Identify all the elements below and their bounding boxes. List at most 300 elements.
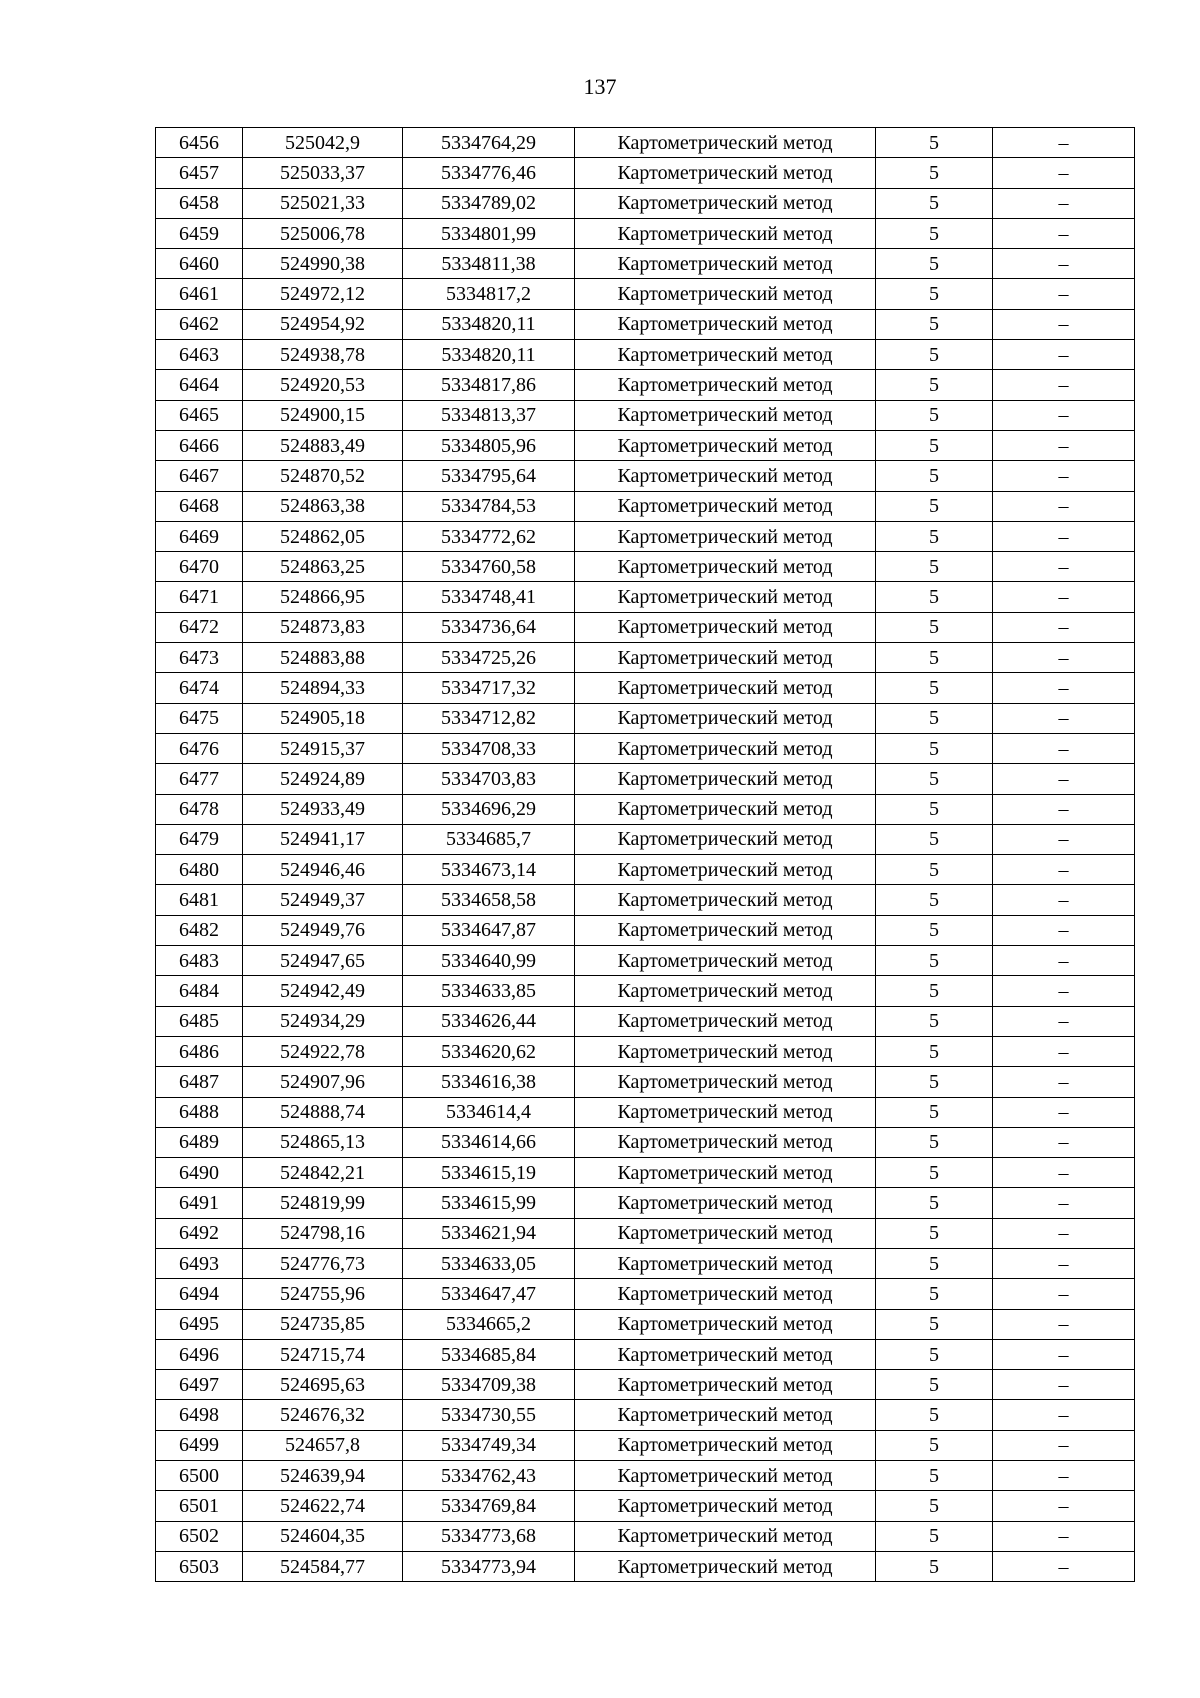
- x-coordinate-cell: 524842,21: [243, 1158, 403, 1188]
- y-coordinate-cell: 5334730,55: [403, 1400, 575, 1430]
- x-coordinate-cell: 525033,37: [243, 158, 403, 188]
- description-cell: –: [993, 491, 1135, 521]
- method-cell: Картометрический метод: [575, 885, 876, 915]
- point-number-cell: 6495: [156, 1309, 243, 1339]
- accuracy-cell: 5: [876, 733, 993, 763]
- point-number-cell: 6458: [156, 188, 243, 218]
- method-cell: Картометрический метод: [575, 582, 876, 612]
- accuracy-cell: 5: [876, 643, 993, 673]
- table-row: [156, 915, 1135, 945]
- y-coordinate-cell: 5334820,11: [403, 309, 575, 339]
- point-number-cell: 6463: [156, 340, 243, 370]
- method-cell: Картометрический метод: [575, 1127, 876, 1157]
- description-cell: –: [993, 1188, 1135, 1218]
- table-row: [156, 249, 1135, 279]
- table-row: [156, 643, 1135, 673]
- method-cell: Картометрический метод: [575, 733, 876, 763]
- description-cell: –: [993, 764, 1135, 794]
- x-coordinate-cell: 524865,13: [243, 1127, 403, 1157]
- point-number-cell: 6462: [156, 309, 243, 339]
- accuracy-cell: 5: [876, 1551, 993, 1581]
- accuracy-cell: 5: [876, 521, 993, 551]
- description-cell: –: [993, 218, 1135, 248]
- point-number-cell: 6500: [156, 1461, 243, 1491]
- y-coordinate-cell: 5334647,47: [403, 1279, 575, 1309]
- description-cell: –: [993, 1400, 1135, 1430]
- x-coordinate-cell: 524695,63: [243, 1370, 403, 1400]
- table-row: [156, 946, 1135, 976]
- table-row: [156, 855, 1135, 885]
- table-row: [156, 1400, 1135, 1430]
- description-cell: –: [993, 794, 1135, 824]
- y-coordinate-cell: 5334614,66: [403, 1127, 575, 1157]
- description-cell: –: [993, 946, 1135, 976]
- description-cell: –: [993, 188, 1135, 218]
- method-cell: Картометрический метод: [575, 158, 876, 188]
- accuracy-cell: 5: [876, 1006, 993, 1036]
- description-cell: –: [993, 885, 1135, 915]
- description-cell: –: [993, 1218, 1135, 1248]
- y-coordinate-cell: 5334760,58: [403, 552, 575, 582]
- accuracy-cell: 5: [876, 1430, 993, 1460]
- x-coordinate-cell: 524949,76: [243, 915, 403, 945]
- point-number-cell: 6483: [156, 946, 243, 976]
- method-cell: Картометрический метод: [575, 461, 876, 491]
- table-row: [156, 1279, 1135, 1309]
- point-number-cell: 6488: [156, 1097, 243, 1127]
- method-cell: Картометрический метод: [575, 1491, 876, 1521]
- x-coordinate-cell: 524972,12: [243, 279, 403, 309]
- point-number-cell: 6470: [156, 552, 243, 582]
- accuracy-cell: 5: [876, 1339, 993, 1369]
- description-cell: –: [993, 643, 1135, 673]
- table-row: [156, 764, 1135, 794]
- x-coordinate-cell: 524949,37: [243, 885, 403, 915]
- method-cell: Картометрический метод: [575, 1006, 876, 1036]
- x-coordinate-cell: 524863,38: [243, 491, 403, 521]
- y-coordinate-cell: 5334685,7: [403, 824, 575, 854]
- point-number-cell: 6464: [156, 370, 243, 400]
- table-row: [156, 400, 1135, 430]
- y-coordinate-cell: 5334817,2: [403, 279, 575, 309]
- description-cell: –: [993, 1248, 1135, 1278]
- table-row: [156, 128, 1135, 158]
- y-coordinate-cell: 5334776,46: [403, 158, 575, 188]
- accuracy-cell: 5: [876, 1158, 993, 1188]
- x-coordinate-cell: 524941,17: [243, 824, 403, 854]
- x-coordinate-cell: 524883,49: [243, 430, 403, 460]
- coordinates-table: [155, 127, 1135, 1582]
- y-coordinate-cell: 5334784,53: [403, 491, 575, 521]
- y-coordinate-cell: 5334615,19: [403, 1158, 575, 1188]
- description-cell: –: [993, 1127, 1135, 1157]
- point-number-cell: 6477: [156, 764, 243, 794]
- point-number-cell: 6456: [156, 128, 243, 158]
- table-row: [156, 1461, 1135, 1491]
- accuracy-cell: 5: [876, 1521, 993, 1551]
- y-coordinate-cell: 5334615,99: [403, 1188, 575, 1218]
- table-row: [156, 1097, 1135, 1127]
- table-row: [156, 188, 1135, 218]
- point-number-cell: 6471: [156, 582, 243, 612]
- x-coordinate-cell: 524954,92: [243, 309, 403, 339]
- method-cell: Картометрический метод: [575, 643, 876, 673]
- point-number-cell: 6489: [156, 1127, 243, 1157]
- y-coordinate-cell: 5334805,96: [403, 430, 575, 460]
- accuracy-cell: 5: [876, 885, 993, 915]
- method-cell: Картометрический метод: [575, 430, 876, 460]
- x-coordinate-cell: 524883,88: [243, 643, 403, 673]
- table-row: [156, 1521, 1135, 1551]
- method-cell: Картометрический метод: [575, 1158, 876, 1188]
- description-cell: –: [993, 158, 1135, 188]
- accuracy-cell: 5: [876, 1218, 993, 1248]
- point-number-cell: 6501: [156, 1491, 243, 1521]
- table-row: [156, 1218, 1135, 1248]
- accuracy-cell: 5: [876, 1491, 993, 1521]
- point-number-cell: 6499: [156, 1430, 243, 1460]
- table-row: [156, 491, 1135, 521]
- table-row: [156, 1551, 1135, 1581]
- method-cell: Картометрический метод: [575, 1188, 876, 1218]
- description-cell: –: [993, 1339, 1135, 1369]
- x-coordinate-cell: 524894,33: [243, 673, 403, 703]
- x-coordinate-cell: 524907,96: [243, 1067, 403, 1097]
- method-cell: Картометрический метод: [575, 309, 876, 339]
- y-coordinate-cell: 5334795,64: [403, 461, 575, 491]
- y-coordinate-cell: 5334725,26: [403, 643, 575, 673]
- x-coordinate-cell: 524873,83: [243, 612, 403, 642]
- point-number-cell: 6498: [156, 1400, 243, 1430]
- accuracy-cell: 5: [876, 855, 993, 885]
- table-row: [156, 885, 1135, 915]
- x-coordinate-cell: 524676,32: [243, 1400, 403, 1430]
- description-cell: –: [993, 976, 1135, 1006]
- y-coordinate-cell: 5334620,62: [403, 1036, 575, 1066]
- table-row: [156, 340, 1135, 370]
- x-coordinate-cell: 524776,73: [243, 1248, 403, 1278]
- y-coordinate-cell: 5334673,14: [403, 855, 575, 885]
- accuracy-cell: 5: [876, 1067, 993, 1097]
- table-row: [156, 1127, 1135, 1157]
- method-cell: Картометрический метод: [575, 824, 876, 854]
- point-number-cell: 6473: [156, 643, 243, 673]
- point-number-cell: 6487: [156, 1067, 243, 1097]
- method-cell: Картометрический метод: [575, 1521, 876, 1551]
- description-cell: –: [993, 370, 1135, 400]
- y-coordinate-cell: 5334685,84: [403, 1339, 575, 1369]
- x-coordinate-cell: 524905,18: [243, 703, 403, 733]
- y-coordinate-cell: 5334764,29: [403, 128, 575, 158]
- x-coordinate-cell: 524604,35: [243, 1521, 403, 1551]
- x-coordinate-cell: 524866,95: [243, 582, 403, 612]
- x-coordinate-cell: 524938,78: [243, 340, 403, 370]
- table-row: [156, 1339, 1135, 1369]
- point-number-cell: 6485: [156, 1006, 243, 1036]
- table-row: [156, 1248, 1135, 1278]
- description-cell: –: [993, 1006, 1135, 1036]
- table-row: [156, 218, 1135, 248]
- accuracy-cell: 5: [876, 824, 993, 854]
- method-cell: Картометрический метод: [575, 1097, 876, 1127]
- y-coordinate-cell: 5334762,43: [403, 1461, 575, 1491]
- accuracy-cell: 5: [876, 1188, 993, 1218]
- method-cell: Картометрический метод: [575, 1279, 876, 1309]
- point-number-cell: 6486: [156, 1036, 243, 1066]
- accuracy-cell: 5: [876, 915, 993, 945]
- point-number-cell: 6467: [156, 461, 243, 491]
- point-number-cell: 6469: [156, 521, 243, 551]
- point-number-cell: 6496: [156, 1339, 243, 1369]
- point-number-cell: 6457: [156, 158, 243, 188]
- accuracy-cell: 5: [876, 400, 993, 430]
- y-coordinate-cell: 5334811,38: [403, 249, 575, 279]
- description-cell: –: [993, 855, 1135, 885]
- point-number-cell: 6502: [156, 1521, 243, 1551]
- method-cell: Картометрический метод: [575, 1370, 876, 1400]
- y-coordinate-cell: 5334703,83: [403, 764, 575, 794]
- description-cell: –: [993, 915, 1135, 945]
- description-cell: –: [993, 1158, 1135, 1188]
- description-cell: –: [993, 128, 1135, 158]
- method-cell: Картометрический метод: [575, 188, 876, 218]
- table-row: [156, 1067, 1135, 1097]
- point-number-cell: 6493: [156, 1248, 243, 1278]
- method-cell: Картометрический метод: [575, 764, 876, 794]
- description-cell: –: [993, 1370, 1135, 1400]
- description-cell: –: [993, 340, 1135, 370]
- method-cell: Картометрический метод: [575, 855, 876, 885]
- description-cell: –: [993, 612, 1135, 642]
- description-cell: –: [993, 430, 1135, 460]
- method-cell: Картометрический метод: [575, 279, 876, 309]
- method-cell: Картометрический метод: [575, 1067, 876, 1097]
- description-cell: –: [993, 733, 1135, 763]
- accuracy-cell: 5: [876, 128, 993, 158]
- table-row: [156, 1188, 1135, 1218]
- x-coordinate-cell: 524798,16: [243, 1218, 403, 1248]
- description-cell: –: [993, 279, 1135, 309]
- x-coordinate-cell: 524819,99: [243, 1188, 403, 1218]
- point-number-cell: 6491: [156, 1188, 243, 1218]
- point-number-cell: 6479: [156, 824, 243, 854]
- accuracy-cell: 5: [876, 612, 993, 642]
- y-coordinate-cell: 5334736,64: [403, 612, 575, 642]
- point-number-cell: 6460: [156, 249, 243, 279]
- table-row: [156, 309, 1135, 339]
- y-coordinate-cell: 5334709,38: [403, 1370, 575, 1400]
- description-cell: –: [993, 1067, 1135, 1097]
- x-coordinate-cell: 524862,05: [243, 521, 403, 551]
- accuracy-cell: 5: [876, 249, 993, 279]
- point-number-cell: 6481: [156, 885, 243, 915]
- table-row: [156, 976, 1135, 1006]
- accuracy-cell: 5: [876, 1461, 993, 1491]
- description-cell: –: [993, 249, 1135, 279]
- description-cell: –: [993, 1430, 1135, 1460]
- method-cell: Картометрический метод: [575, 218, 876, 248]
- point-number-cell: 6503: [156, 1551, 243, 1581]
- description-cell: –: [993, 1279, 1135, 1309]
- method-cell: Картометрический метод: [575, 612, 876, 642]
- table-row: [156, 1006, 1135, 1036]
- point-number-cell: 6461: [156, 279, 243, 309]
- accuracy-cell: 5: [876, 430, 993, 460]
- accuracy-cell: 5: [876, 279, 993, 309]
- method-cell: Картометрический метод: [575, 1339, 876, 1369]
- y-coordinate-cell: 5334658,58: [403, 885, 575, 915]
- description-cell: –: [993, 582, 1135, 612]
- method-cell: Картометрический метод: [575, 552, 876, 582]
- point-number-cell: 6472: [156, 612, 243, 642]
- description-cell: –: [993, 1036, 1135, 1066]
- method-cell: Картометрический метод: [575, 249, 876, 279]
- table-row: [156, 1491, 1135, 1521]
- y-coordinate-cell: 5334789,02: [403, 188, 575, 218]
- description-cell: –: [993, 521, 1135, 551]
- x-coordinate-cell: 524933,49: [243, 794, 403, 824]
- accuracy-cell: 5: [876, 461, 993, 491]
- x-coordinate-cell: 524942,49: [243, 976, 403, 1006]
- accuracy-cell: 5: [876, 1036, 993, 1066]
- y-coordinate-cell: 5334616,38: [403, 1067, 575, 1097]
- method-cell: Картометрический метод: [575, 946, 876, 976]
- description-cell: –: [993, 461, 1135, 491]
- description-cell: –: [993, 824, 1135, 854]
- accuracy-cell: 5: [876, 1248, 993, 1278]
- method-cell: Картометрический метод: [575, 1218, 876, 1248]
- method-cell: Картометрический метод: [575, 521, 876, 551]
- y-coordinate-cell: 5334749,34: [403, 1430, 575, 1460]
- method-cell: Картометрический метод: [575, 976, 876, 1006]
- y-coordinate-cell: 5334708,33: [403, 733, 575, 763]
- x-coordinate-cell: 524888,74: [243, 1097, 403, 1127]
- accuracy-cell: 5: [876, 794, 993, 824]
- x-coordinate-cell: 524622,74: [243, 1491, 403, 1521]
- x-coordinate-cell: 524934,29: [243, 1006, 403, 1036]
- point-number-cell: 6459: [156, 218, 243, 248]
- table-row: [156, 521, 1135, 551]
- coordinates-table-body: [156, 128, 1135, 1582]
- point-number-cell: 6475: [156, 703, 243, 733]
- x-coordinate-cell: 524915,37: [243, 733, 403, 763]
- x-coordinate-cell: 524863,25: [243, 552, 403, 582]
- point-number-cell: 6490: [156, 1158, 243, 1188]
- method-cell: Картометрический метод: [575, 400, 876, 430]
- x-coordinate-cell: 524657,8: [243, 1430, 403, 1460]
- point-number-cell: 6478: [156, 794, 243, 824]
- accuracy-cell: 5: [876, 673, 993, 703]
- accuracy-cell: 5: [876, 1370, 993, 1400]
- table-row: [156, 461, 1135, 491]
- description-cell: –: [993, 673, 1135, 703]
- accuracy-cell: 5: [876, 1309, 993, 1339]
- accuracy-cell: 5: [876, 1400, 993, 1430]
- y-coordinate-cell: 5334817,86: [403, 370, 575, 400]
- table-row: [156, 552, 1135, 582]
- accuracy-cell: 5: [876, 946, 993, 976]
- y-coordinate-cell: 5334773,68: [403, 1521, 575, 1551]
- description-cell: –: [993, 400, 1135, 430]
- accuracy-cell: 5: [876, 764, 993, 794]
- table-row: [156, 430, 1135, 460]
- x-coordinate-cell: 524990,38: [243, 249, 403, 279]
- x-coordinate-cell: 524946,46: [243, 855, 403, 885]
- accuracy-cell: 5: [876, 340, 993, 370]
- table-row: [156, 612, 1135, 642]
- description-cell: –: [993, 309, 1135, 339]
- y-coordinate-cell: 5334621,94: [403, 1218, 575, 1248]
- method-cell: Картометрический метод: [575, 1309, 876, 1339]
- accuracy-cell: 5: [876, 552, 993, 582]
- point-number-cell: 6494: [156, 1279, 243, 1309]
- x-coordinate-cell: 525042,9: [243, 128, 403, 158]
- accuracy-cell: 5: [876, 491, 993, 521]
- accuracy-cell: 5: [876, 1127, 993, 1157]
- method-cell: Картометрический метод: [575, 1400, 876, 1430]
- y-coordinate-cell: 5334647,87: [403, 915, 575, 945]
- x-coordinate-cell: 524584,77: [243, 1551, 403, 1581]
- method-cell: Картометрический метод: [575, 370, 876, 400]
- page-number: 137: [583, 74, 617, 99]
- point-number-cell: 6468: [156, 491, 243, 521]
- x-coordinate-cell: 525021,33: [243, 188, 403, 218]
- accuracy-cell: 5: [876, 309, 993, 339]
- y-coordinate-cell: 5334626,44: [403, 1006, 575, 1036]
- x-coordinate-cell: 524870,52: [243, 461, 403, 491]
- point-number-cell: 6474: [156, 673, 243, 703]
- y-coordinate-cell: 5334665,2: [403, 1309, 575, 1339]
- method-cell: Картометрический метод: [575, 1248, 876, 1278]
- x-coordinate-cell: 524920,53: [243, 370, 403, 400]
- x-coordinate-cell: 525006,78: [243, 218, 403, 248]
- table-row: [156, 824, 1135, 854]
- method-cell: Картометрический метод: [575, 128, 876, 158]
- accuracy-cell: 5: [876, 703, 993, 733]
- description-cell: –: [993, 552, 1135, 582]
- method-cell: Картометрический метод: [575, 1551, 876, 1581]
- description-cell: –: [993, 1097, 1135, 1127]
- description-cell: –: [993, 1551, 1135, 1581]
- method-cell: Картометрический метод: [575, 915, 876, 945]
- x-coordinate-cell: 524924,89: [243, 764, 403, 794]
- x-coordinate-cell: 524715,74: [243, 1339, 403, 1369]
- description-cell: –: [993, 1309, 1135, 1339]
- table-row: [156, 279, 1135, 309]
- y-coordinate-cell: 5334712,82: [403, 703, 575, 733]
- x-coordinate-cell: 524639,94: [243, 1461, 403, 1491]
- table-row: [156, 733, 1135, 763]
- point-number-cell: 6497: [156, 1370, 243, 1400]
- table-row: [156, 1036, 1135, 1066]
- table-row: [156, 1430, 1135, 1460]
- y-coordinate-cell: 5334813,37: [403, 400, 575, 430]
- y-coordinate-cell: 5334640,99: [403, 946, 575, 976]
- accuracy-cell: 5: [876, 582, 993, 612]
- point-number-cell: 6476: [156, 733, 243, 763]
- table-row: [156, 703, 1135, 733]
- table-row: [156, 794, 1135, 824]
- method-cell: Картометрический метод: [575, 703, 876, 733]
- y-coordinate-cell: 5334769,84: [403, 1491, 575, 1521]
- table-row: [156, 1158, 1135, 1188]
- y-coordinate-cell: 5334633,05: [403, 1248, 575, 1278]
- x-coordinate-cell: 524900,15: [243, 400, 403, 430]
- table-row: [156, 673, 1135, 703]
- point-number-cell: 6484: [156, 976, 243, 1006]
- accuracy-cell: 5: [876, 158, 993, 188]
- method-cell: Картометрический метод: [575, 794, 876, 824]
